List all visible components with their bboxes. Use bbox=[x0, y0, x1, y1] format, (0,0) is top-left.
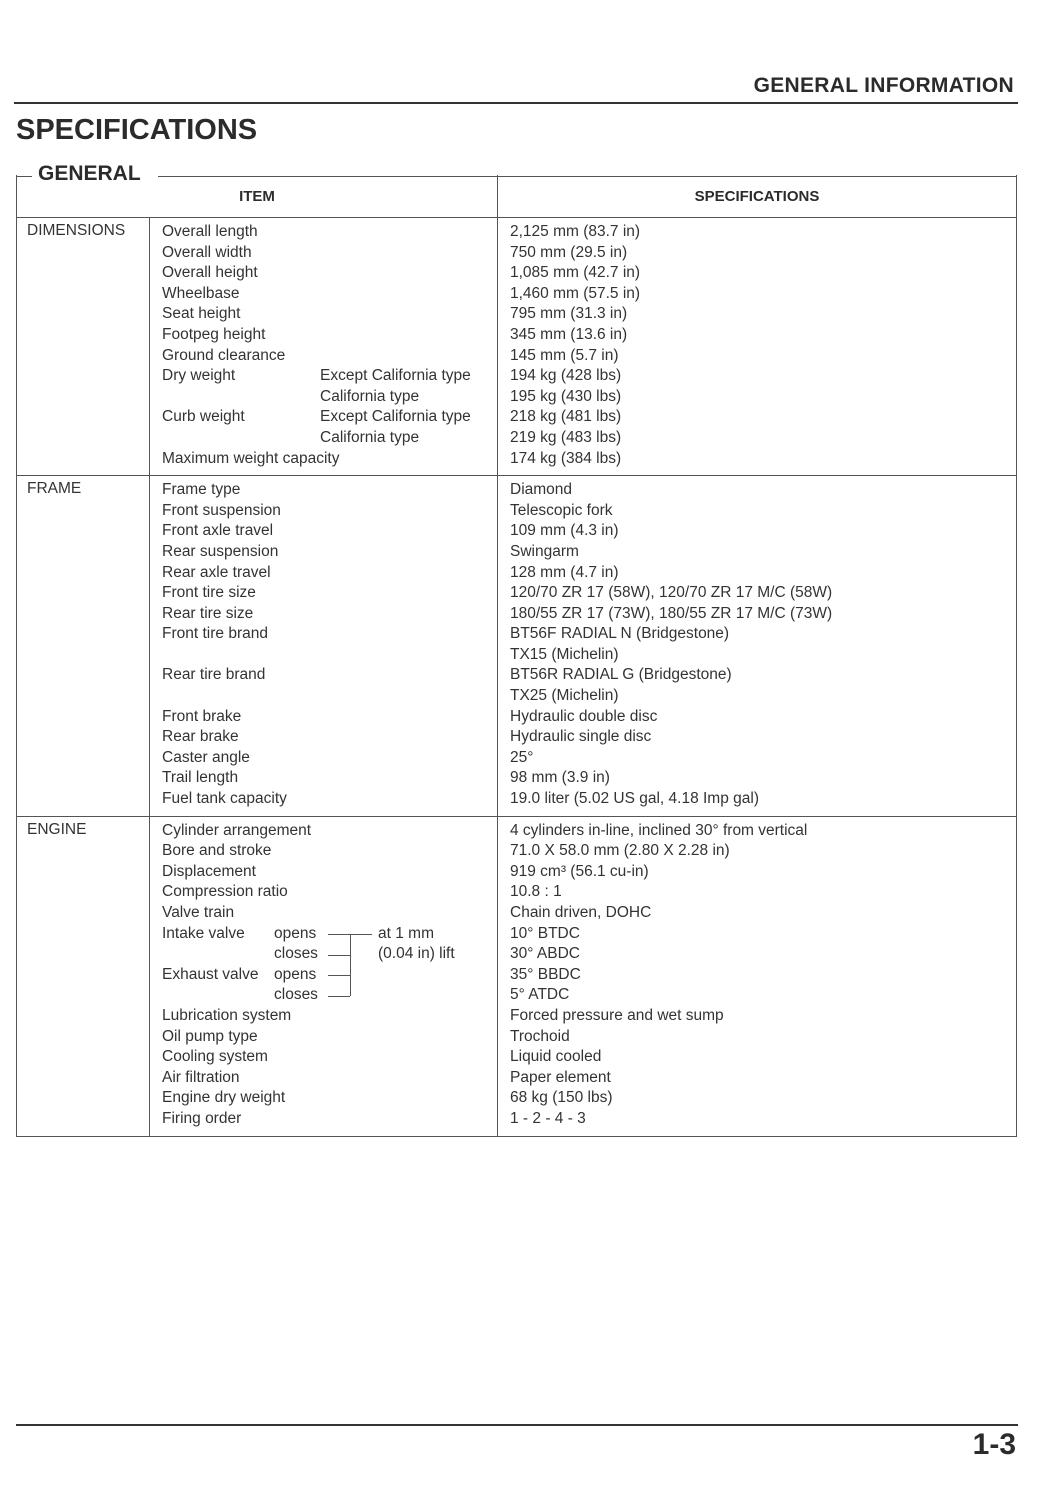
spec-value: Liquid cooled bbox=[510, 1048, 602, 1066]
spec-value: 30° ABDC bbox=[510, 945, 580, 963]
item-qualifier: California type bbox=[320, 428, 420, 446]
spec-value: 5° ATDC bbox=[510, 986, 570, 1004]
spec-value: 2,125 mm (83.7 in) bbox=[510, 223, 641, 240]
item-label: Seat height bbox=[162, 305, 241, 323]
page-number: 1-3 bbox=[972, 1428, 1016, 1461]
frame-items bbox=[150, 476, 498, 817]
item-label: Overall width bbox=[162, 243, 252, 261]
table-header-row bbox=[17, 175, 1017, 218]
header-rule bbox=[14, 102, 1018, 104]
spec-value: 195 kg (430 lbs) bbox=[510, 387, 622, 405]
item-label: Maximum weight capacity bbox=[162, 449, 340, 467]
item-row bbox=[150, 965, 497, 986]
group-label-dimensions: DIMENSIONS bbox=[17, 218, 150, 476]
spec-value: 68 kg (150 lbs) bbox=[510, 1089, 613, 1107]
running-header: GENERAL INFORMATION bbox=[753, 74, 1014, 97]
item-label: Trail length bbox=[162, 769, 239, 787]
spec-value: BT56R RADIAL G (Bridgestone) bbox=[510, 666, 732, 684]
table-section-frame bbox=[17, 476, 1017, 817]
spec-value: 750 mm (29.5 in) bbox=[510, 243, 628, 261]
item-label bbox=[150, 645, 497, 666]
dimensions-specs bbox=[498, 218, 1017, 476]
spec-value: TX15 (Michelin) bbox=[510, 645, 619, 663]
spec-value: 128 mm (4.7 in) bbox=[510, 563, 619, 581]
spec-value: 10° BTDC bbox=[510, 924, 580, 942]
bracket-tick bbox=[328, 934, 350, 935]
item-row bbox=[150, 428, 497, 449]
item-label: Air filtration bbox=[162, 1068, 240, 1086]
item-label: Ground clearance bbox=[162, 346, 286, 364]
bracket-tick bbox=[328, 975, 350, 976]
spec-value: 98 mm (3.9 in) bbox=[510, 769, 610, 787]
spec-value: 1,460 mm (57.5 in) bbox=[510, 284, 641, 302]
item-label: Dry weight bbox=[162, 367, 236, 385]
spec-value: 71.0 X 58.0 mm (2.80 X 2.28 in) bbox=[510, 842, 730, 860]
valve-timing-block bbox=[150, 924, 497, 1006]
column-header-item: ITEM bbox=[17, 175, 498, 218]
item-label: Exhaust valve bbox=[162, 965, 259, 983]
spec-value: Trochoid bbox=[510, 1027, 570, 1045]
engine-items bbox=[150, 816, 498, 1136]
table-section-dimensions bbox=[17, 218, 1017, 476]
column-header-specifications: SPECIFICATIONS bbox=[498, 175, 1017, 218]
spec-value: Chain driven, DOHC bbox=[510, 904, 652, 921]
item-label: Curb weight bbox=[162, 408, 245, 426]
item-label: Frame type bbox=[162, 481, 241, 499]
bracket-connector bbox=[350, 934, 372, 935]
item-label: Front tire brand bbox=[162, 625, 268, 643]
item-label: Rear tire brand bbox=[162, 666, 266, 684]
item-label: Lubrication system bbox=[162, 1006, 292, 1024]
spec-value: 35° BBDC bbox=[510, 965, 581, 983]
item-label: Engine dry weight bbox=[162, 1089, 286, 1107]
item-label: Rear suspension bbox=[162, 542, 279, 560]
spec-value: 219 kg (483 lbs) bbox=[510, 428, 622, 446]
item-row bbox=[150, 387, 497, 408]
footer-rule bbox=[16, 1424, 1018, 1426]
spec-value: Diamond bbox=[510, 481, 573, 499]
item-row bbox=[150, 366, 497, 387]
item-label: Footpeg height bbox=[162, 325, 266, 343]
item-label: Intake valve bbox=[162, 924, 245, 942]
frame-specs bbox=[498, 476, 1017, 817]
item-label: Rear brake bbox=[162, 728, 239, 746]
item-label: Rear tire size bbox=[162, 604, 254, 622]
item-label: Cooling system bbox=[162, 1048, 268, 1066]
spec-value: 25° bbox=[510, 748, 534, 766]
item-label bbox=[150, 686, 497, 707]
item-label: Front brake bbox=[162, 707, 242, 725]
item-row bbox=[150, 924, 497, 945]
item-label: Wheelbase bbox=[162, 284, 240, 302]
item-label: Rear axle travel bbox=[162, 563, 271, 581]
page-title: SPECIFICATIONS bbox=[16, 114, 258, 146]
bracket-tick bbox=[328, 955, 350, 956]
spec-value: 180/55 ZR 17 (73W), 180/55 ZR 17 M/C (73W) bbox=[510, 604, 833, 622]
valve-condition-line1: at 1 mm bbox=[378, 924, 434, 942]
item-row bbox=[150, 407, 497, 428]
spec-value: Hydraulic double disc bbox=[510, 707, 658, 725]
valve-closes-label: closes bbox=[274, 986, 318, 1004]
spec-value: 10.8 : 1 bbox=[510, 883, 562, 901]
spec-value: 919 cm³ (56.1 cu-in) bbox=[510, 862, 649, 880]
spec-value: 174 kg (384 lbs) bbox=[510, 449, 622, 467]
item-label: Compression ratio bbox=[162, 883, 288, 901]
spec-value: 194 kg (428 lbs) bbox=[510, 367, 622, 385]
spec-value: Hydraulic single disc bbox=[510, 728, 652, 746]
item-label: Overall height bbox=[162, 264, 258, 282]
spec-value: BT56F RADIAL N (Bridgestone) bbox=[510, 625, 730, 643]
item-qualifier: Except California type bbox=[320, 408, 471, 426]
section-title: GENERAL bbox=[38, 162, 141, 185]
table-section-engine bbox=[17, 816, 1017, 1136]
item-label: Overall length bbox=[162, 223, 258, 240]
item-label: Firing order bbox=[162, 1109, 242, 1127]
item-row bbox=[150, 985, 497, 1006]
spec-value: Swingarm bbox=[510, 542, 579, 560]
spec-value: Telescopic fork bbox=[510, 501, 613, 519]
spec-value: 4 cylinders in-line, inclined 30° from vertical bbox=[510, 821, 808, 839]
valve-opens-label: opens bbox=[274, 965, 317, 983]
item-label: Front tire size bbox=[162, 584, 256, 602]
valve-opens-label: opens bbox=[274, 924, 317, 942]
engine-specs bbox=[498, 816, 1017, 1136]
bracket-bar bbox=[350, 934, 351, 996]
spec-value: 120/70 ZR 17 (58W), 120/70 ZR 17 M/C (58W) bbox=[510, 584, 833, 602]
spec-value: 795 mm (31.3 in) bbox=[510, 305, 628, 323]
item-label: Valve train bbox=[162, 904, 235, 921]
item-qualifier: Except California type bbox=[320, 367, 471, 385]
group-label-frame: FRAME bbox=[17, 476, 150, 817]
spec-value: TX25 (Michelin) bbox=[510, 687, 619, 705]
dimensions-items bbox=[150, 218, 498, 476]
item-label: Oil pump type bbox=[162, 1027, 258, 1045]
spec-value: 345 mm (13.6 in) bbox=[510, 325, 628, 343]
spec-value: 1 - 2 - 4 - 3 bbox=[510, 1109, 586, 1127]
valve-closes-label: closes bbox=[274, 945, 318, 963]
item-label: Fuel tank capacity bbox=[162, 790, 287, 808]
spec-value: Forced pressure and wet sump bbox=[510, 1006, 724, 1024]
spec-value: 1,085 mm (42.7 in) bbox=[510, 264, 641, 282]
spec-value: 218 kg (481 lbs) bbox=[510, 408, 622, 426]
item-qualifier: California type bbox=[320, 387, 420, 405]
item-label: Caster angle bbox=[162, 748, 250, 766]
item-label: Displacement bbox=[162, 862, 256, 880]
valve-condition-line2: (0.04 in) lift bbox=[378, 945, 455, 963]
item-label: Cylinder arrangement bbox=[162, 821, 312, 839]
spec-value: 19.0 liter (5.02 US gal, 4.18 Imp gal) bbox=[510, 790, 759, 808]
item-label: Front suspension bbox=[162, 501, 281, 519]
item-label: Front axle travel bbox=[162, 522, 274, 540]
group-label-engine: ENGINE bbox=[17, 816, 150, 1136]
spec-value: 109 mm (4.3 in) bbox=[510, 522, 619, 540]
bracket-tick bbox=[328, 996, 350, 997]
specifications-table bbox=[16, 175, 1017, 1137]
spec-value: Paper element bbox=[510, 1068, 611, 1086]
item-label: Bore and stroke bbox=[162, 842, 272, 860]
spec-value: 145 mm (5.7 in) bbox=[510, 346, 619, 364]
